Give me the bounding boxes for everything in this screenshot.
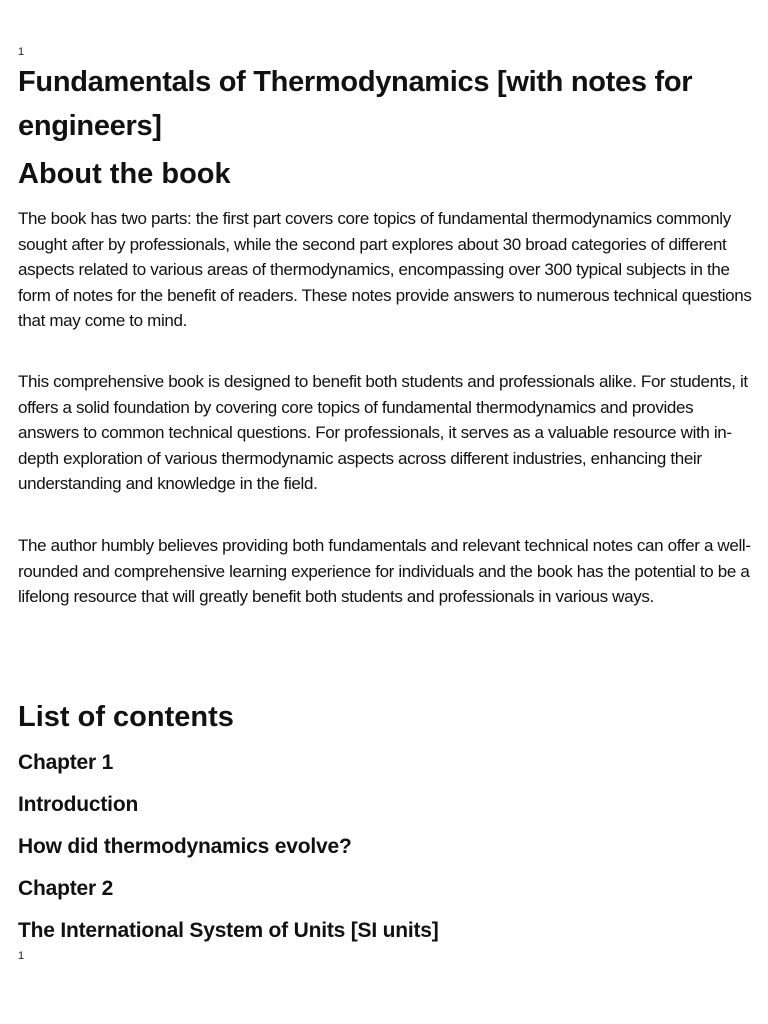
page-number-top: 1: [18, 46, 25, 58]
book-title: Fundamentals of Thermodynamics [with notes for engineers]: [18, 66, 693, 142]
toc-item-evolution: How did thermodynamics evolve?: [18, 835, 352, 858]
about-paragraph: This comprehensive book is designed to benefit both students and professionals alike. For students, it offers a solid foundation by covering core topics of fundamental thermodynamics and provides answers to common technical questions. For professionals, it serves as a valuable resource with in-depth exploration of various thermodynamic aspects across different industries, enhancing their understanding and knowledge in the field.: [18, 372, 748, 493]
toc-item-si-units: The International System of Units [SI units]: [18, 919, 439, 942]
about-heading: About the book: [18, 158, 231, 190]
toc-item-chapter-1: Chapter 1: [18, 751, 114, 774]
about-paragraph: The book has two parts: the first part covers core topics of fundamental thermodynamics commonly sought after by professionals, while the second part explores about 30 broad categories of different aspects related to various areas of thermodynamics, encompassing over 300 typical subjects in the form of notes for the benefit of readers. These notes provide answers to numerous technical questions that may come to mind.: [18, 209, 752, 330]
about-paragraph: The author humbly believes providing both fundamentals and relevant technical notes can offer a well-rounded and comprehensive learning experience for individuals and the book has the potential to be a lifelong resource that will greatly benefit both students and professionals in various ways.: [18, 536, 751, 606]
contents-heading: List of contents: [18, 701, 234, 733]
toc-item-chapter-2: Chapter 2: [18, 877, 114, 900]
toc-item-introduction: Introduction: [18, 793, 139, 816]
page-number-bottom: 1: [18, 950, 25, 962]
